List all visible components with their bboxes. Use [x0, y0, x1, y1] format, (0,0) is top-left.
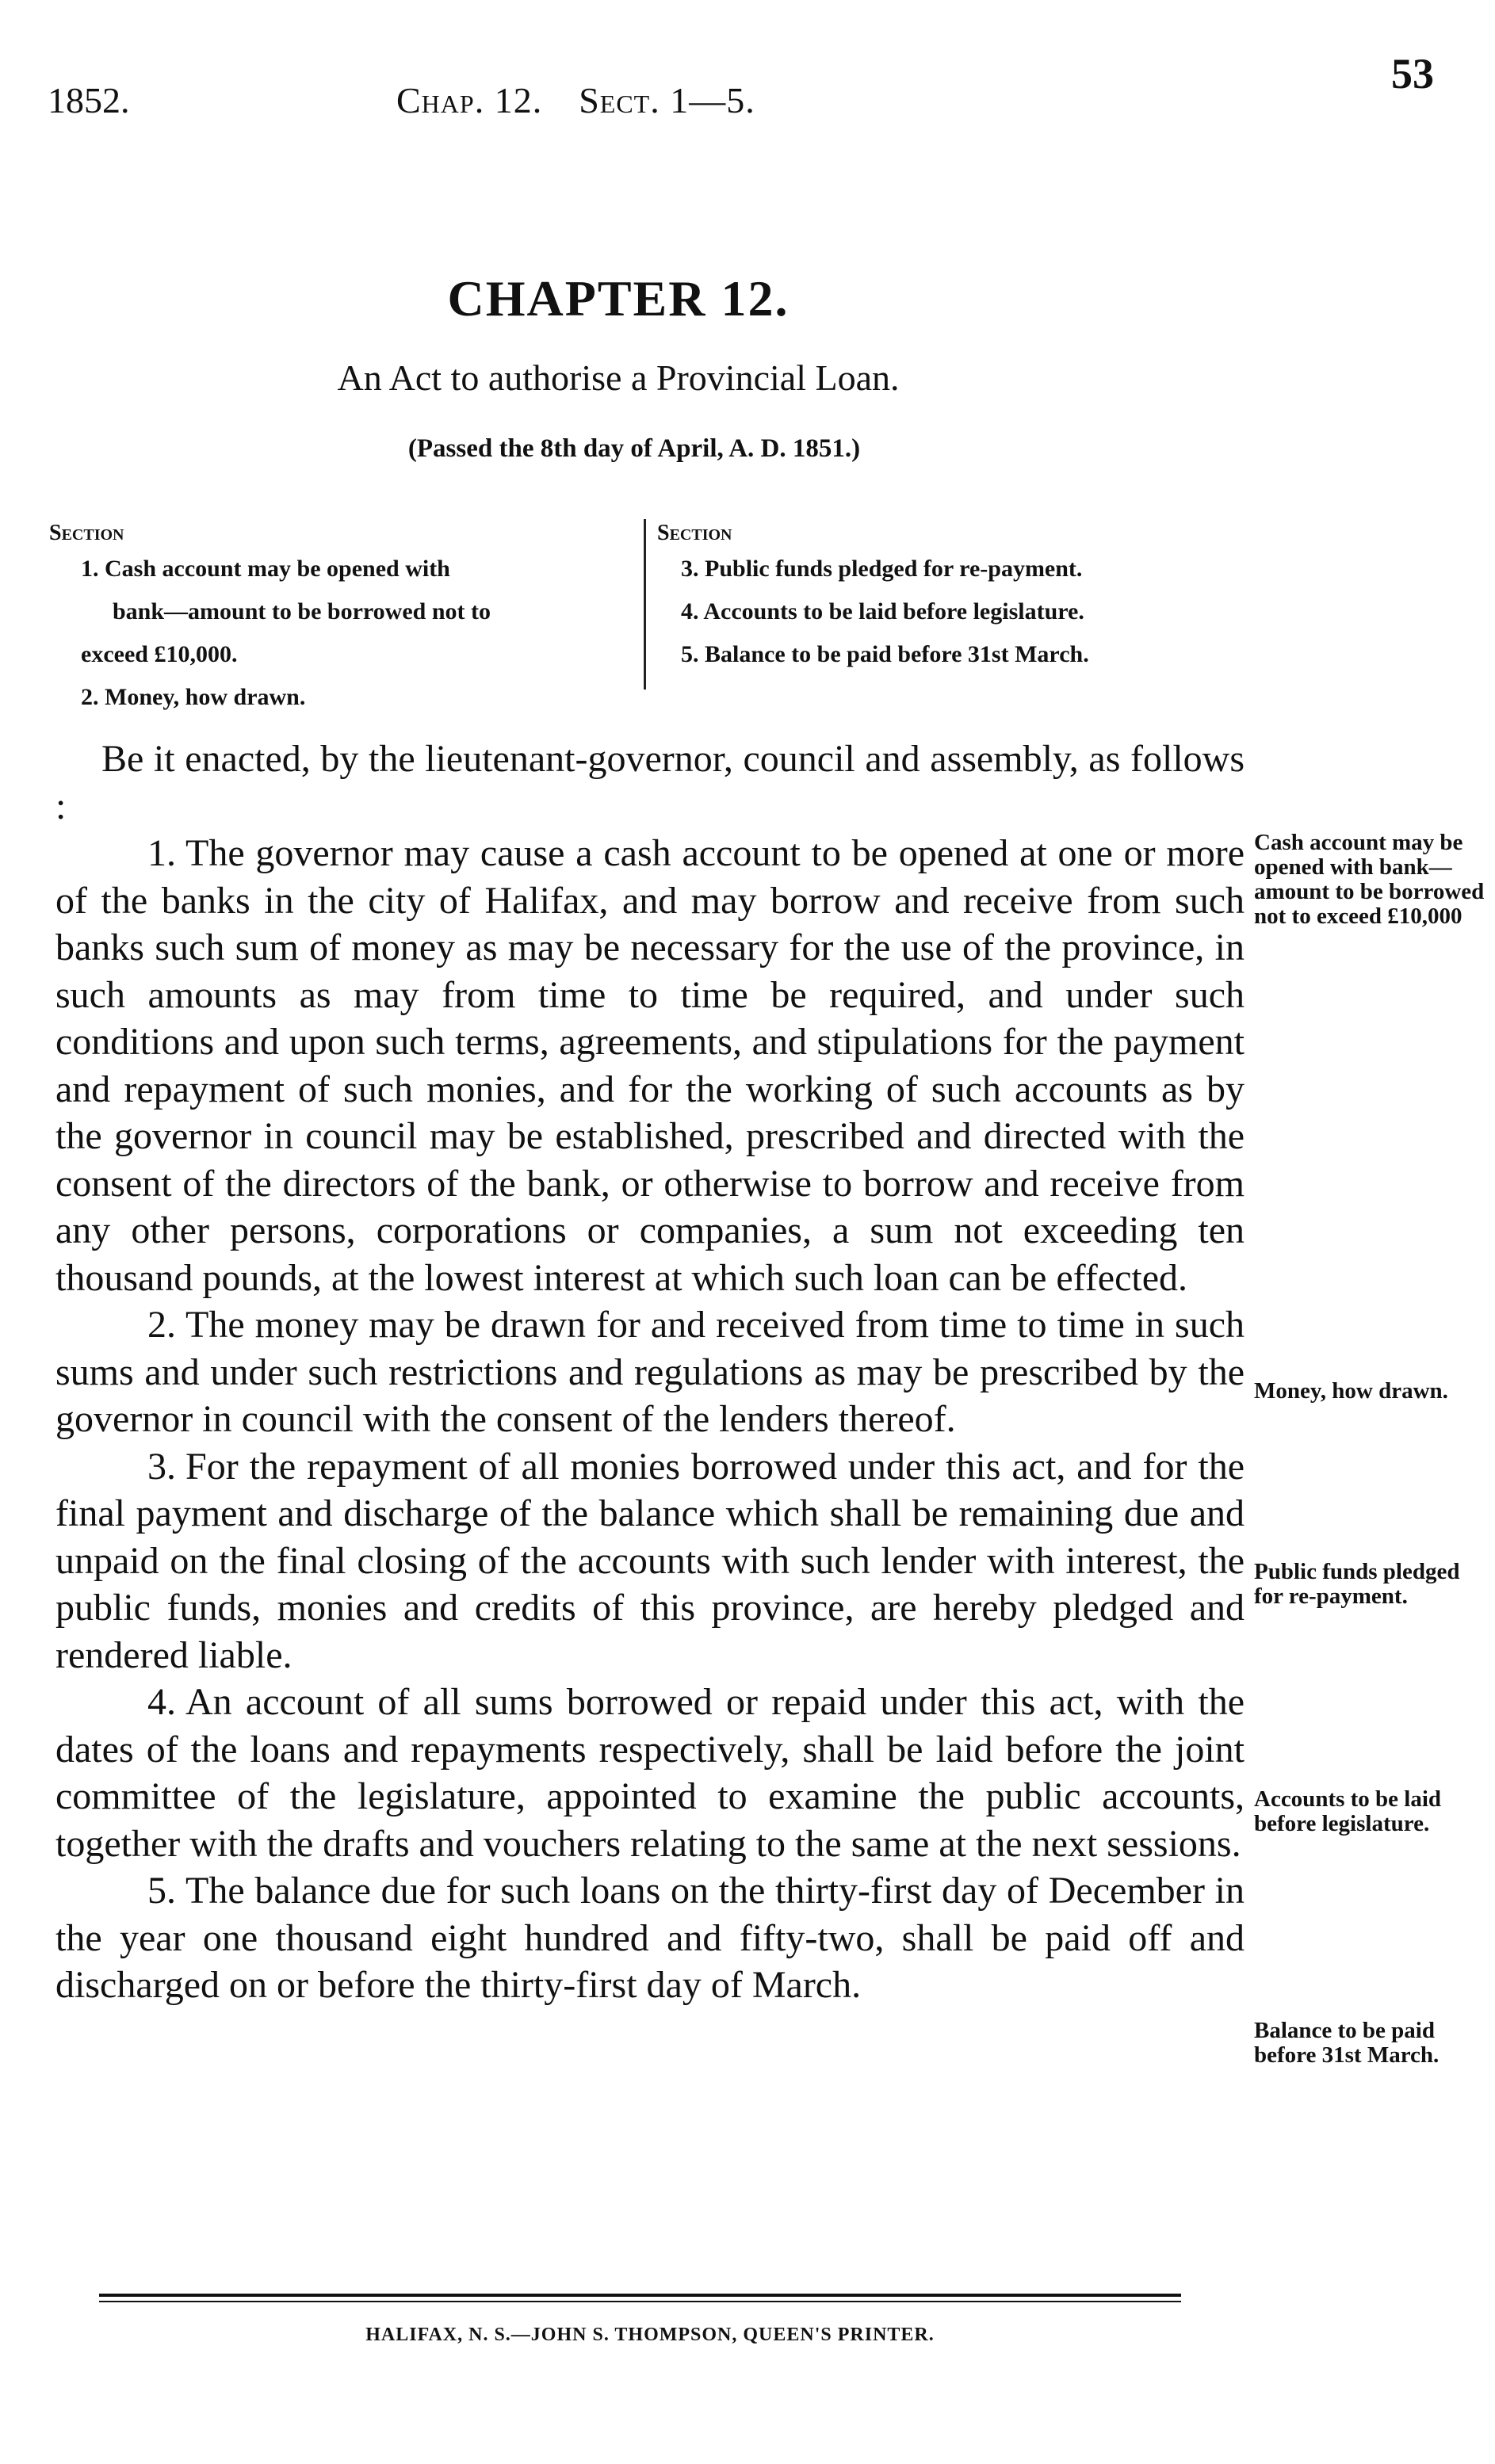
- footer-rule: [99, 2294, 1181, 2297]
- act-body: [55, 735, 1245, 2009]
- section-1: [55, 830, 1245, 1301]
- enacting-clause: Be it enacted, by the lieutenant-governor, council and assembly, as follows :: [55, 738, 1245, 827]
- index-item-3: 3. Public funds pledged for re-payment.: [681, 556, 1083, 582]
- margin-note-section-4: Accounts to be laid before legislature.: [1254, 1786, 1442, 1836]
- margin-note-section-1: Cash account may be opened with bank—amount to be borrowed not to exceed £10,000: [1254, 830, 1485, 929]
- margin-note-section-5: Balance to be paid before 31st March.: [1254, 2018, 1440, 2068]
- page-number: 53: [1391, 50, 1434, 97]
- section-4-text: An account of all sums borrowed or repaid under this act, with the dates of the loans and repayments respectively, shall be laid before the joint committee of the legislature, appointed to examine the public accounts, together with the drafts and vouchers relating to the same at the next sessions.: [55, 1681, 1245, 1865]
- margin-note-section-2: Money, how drawn.: [1254, 1378, 1448, 1404]
- index-heading-left: Section: [49, 521, 124, 545]
- section-1-number: 1.: [147, 832, 176, 874]
- section-1-text: The governor may cause a cash account to be opened at one or more of the banks in the city of Halifax, and may borrow and receive from such banks such sum of money as may be necessary for the use of the province, in such amounts as may from time to time be required, and under such conditions and upon such terms, agreements, and stipulations for the payment and repayment of such monies, and for the working of such accounts as by the governor in council may be established, prescribed and directed with the consent of the directors of the bank, or otherwise to borrow and receive from any other persons, corporations or companies, a sum not exceeding ten thousand pounds, at the lowest interest at which such loan can be effected.: [55, 832, 1245, 1299]
- section-5: [55, 1867, 1245, 2009]
- running-head-sections-label: Sect. 1—5.: [579, 80, 755, 120]
- section-4: [55, 1679, 1245, 1867]
- index-item-1-line-2: bank—amount to be borrowed not to: [113, 598, 491, 625]
- section-5-text: The balance due for such loans on the thirty-first day of December in the year one thousand eight hundred and fifty-two, shall be paid off and discharged on or before the thirty-first day of March.: [55, 1870, 1245, 2006]
- margin-note-section-3: Public funds pledged for re-payment.: [1254, 1559, 1460, 1609]
- printer-imprint: HALIFAX, N. S.—JOHN S. THOMPSON, QUEEN'S PRINTER.: [365, 2325, 935, 2345]
- section-4-number: 4.: [147, 1681, 176, 1723]
- index-item-2: 2. Money, how drawn.: [81, 684, 306, 710]
- act-title: An Act to authorise a Provincial Loan.: [337, 357, 900, 398]
- chapter-title: CHAPTER 12.: [447, 270, 790, 327]
- running-head-chapter: [396, 79, 792, 121]
- passed-date: (Passed the 8th day of April, A. D. 1851.): [407, 434, 861, 463]
- section-3: [55, 1443, 1245, 1679]
- section-index-left: [49, 519, 628, 719]
- index-item-1-line-3: exceed £10,000.: [81, 641, 238, 667]
- index-item-1-line-1: 1. Cash account may be opened with: [81, 556, 450, 582]
- index-item-5: 5. Balance to be paid before 31st March.: [681, 641, 1089, 667]
- index-heading-right: Section: [657, 521, 732, 545]
- section-3-text: For the repayment of all monies borrowed under this act, and for the final payment and discharge of the balance which shall be remaining due and unpaid on the final closing of the accounts with such lender with interest, the public funds, monies and credits of this province, are hereby pledged and rendered liable.: [55, 1445, 1245, 1676]
- running-head-year: 1852.: [48, 80, 130, 120]
- section-2-text: The money may be drawn for and received from time to time in such sums and under such restrictions and regulations as may be prescribed by the governor in council with the consent of the lenders thereof.: [55, 1304, 1245, 1440]
- running-head-chapter-label: Chap. 12.: [396, 80, 543, 120]
- section-2: [55, 1301, 1245, 1443]
- section-2-number: 2.: [147, 1304, 176, 1346]
- index-item-4: 4. Accounts to be laid before legislature.: [681, 598, 1084, 625]
- section-5-number: 5.: [147, 1870, 176, 1912]
- section-index-right: [644, 519, 1260, 690]
- footer-rule-thin: [99, 2301, 1181, 2302]
- section-3-number: 3.: [147, 1445, 176, 1488]
